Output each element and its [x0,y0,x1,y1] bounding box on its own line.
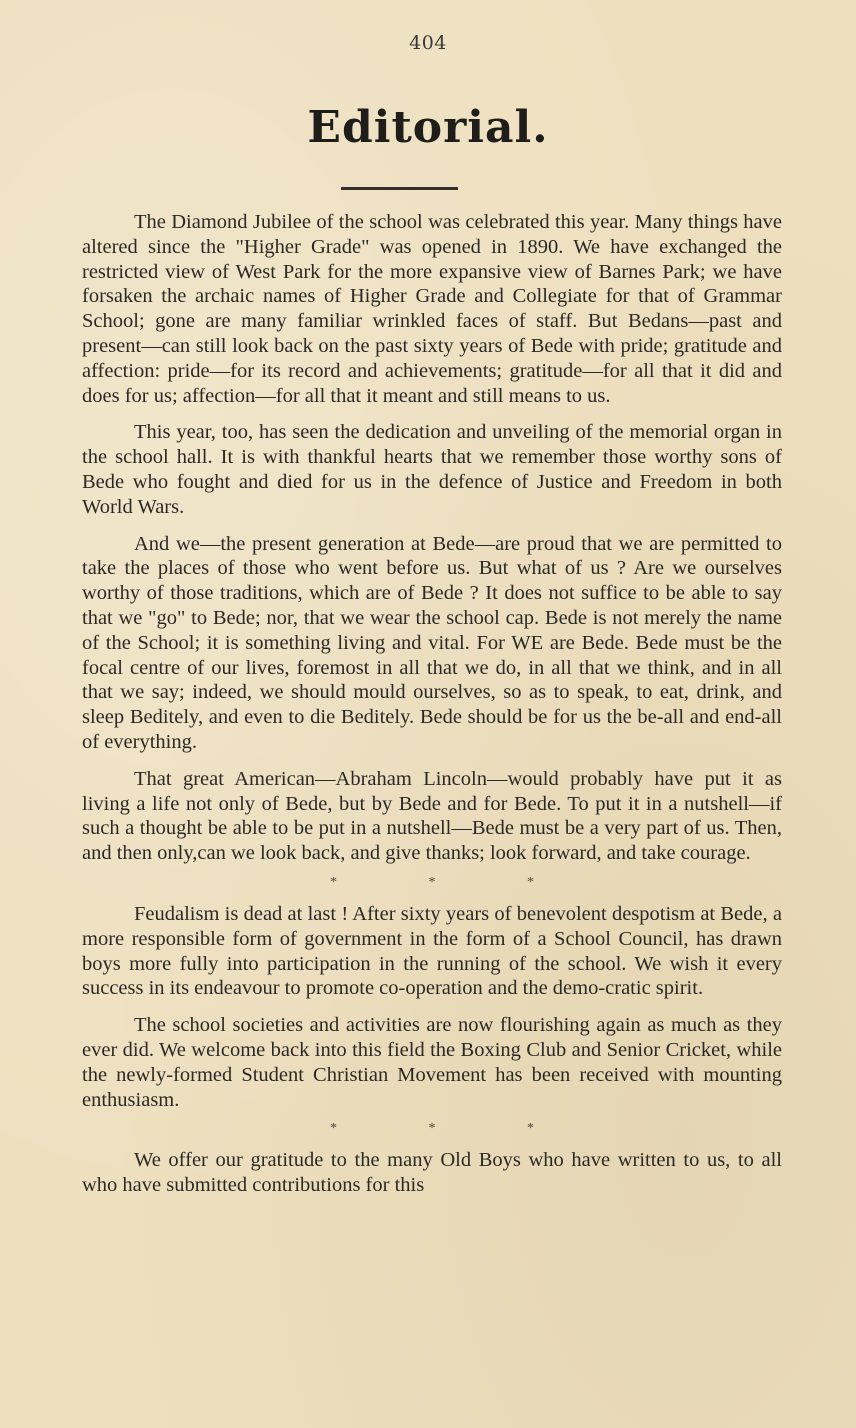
paragraph-lincoln: That great American—Abraham Lincoln—would probably have put it as living a life not only of Bede, but by Bede and for Bede. To put it in a nutshell—if such a thought be able to be put in a nutshell—Bede must be a very part of us. Then, and then only,can we look back, and give thanks; look forward, and take courage. [82,767,782,865]
paragraph-jubilee: The Diamond Jubilee of the school was celebrated this year. Many things have altered since the "Higher Grade" was opened in 1890. We have exchanged the restricted view of West Park for the more expansive view of Barnes Park; we have forsaken the archaic names of Higher Grade and Collegiate for that of Grammar School; gone are many familiar wrinkled faces of staff. But Bedans—past and present—can still look back on the past sixty years of Bede with pride; gratitude and affection: pride—for its record and achievements; gratitude—for all that it did and does for us; affection—for all that it meant and still means to us. [82,211,782,407]
paragraph-school-council: Feudalism is dead at last ! After sixty years of benevolent despotism at Bede, a more responsible form of government in the form of a School Council, has drawn boys more fully into participation in the running of the school. We wish it every success in its endeavour to promote co-operation and the demo-cratic spirit. [82,902,782,1000]
paragraph-gratitude: We offer our gratitude to the many Old Boys who have written to us, to all who have submitted contributions for this [82,1149,782,1197]
section-separator-1: * * * [330,874,578,890]
paragraph-present-generation: And we—the present generation at Bede—are proud that we are permitted to take the places of those who went before us. But what of us ? Are we ourselves worthy of those traditions, which are of Bede ? It does not suffice to be able to say that we "go" to Bede; nor, that we wear the school cap. Bede is not merely the name of the School; it is something living and vital. For WE are Bede. Bede must be the focal centre of our lives, foremost in all that we do, in all that we think, and in all that we say; indeed, we should mould ourselves, so as to speak, to eat, drink, and sleep Beditely, and even to die Beditely. Bede should be for us the be-all and end-all of everything. [82,532,782,753]
paragraph-memorial-organ: This year, too, has seen the dedication and unveiling of the memorial organ in the school hall. It is with thankful hearts that we remember those worthy sons of Bede who fought and died for us in the defence of Justice and Freedom in both World Wars. [82,421,782,518]
editorial-body [82,210,782,1210]
page-title: Editorial. [307,102,549,153]
section-separator-2: * * * [330,1121,578,1137]
paragraph-societies: The school societies and activities are now flourishing again as much as they ever did. We welcome back into this field the Boxing Club and Senior Cricket, while the newly-formed Student Christian Movement has been received with mounting enthusiasm. [82,1014,782,1111]
title-underline-rule [341,187,458,190]
page-number: 404 [409,32,447,54]
